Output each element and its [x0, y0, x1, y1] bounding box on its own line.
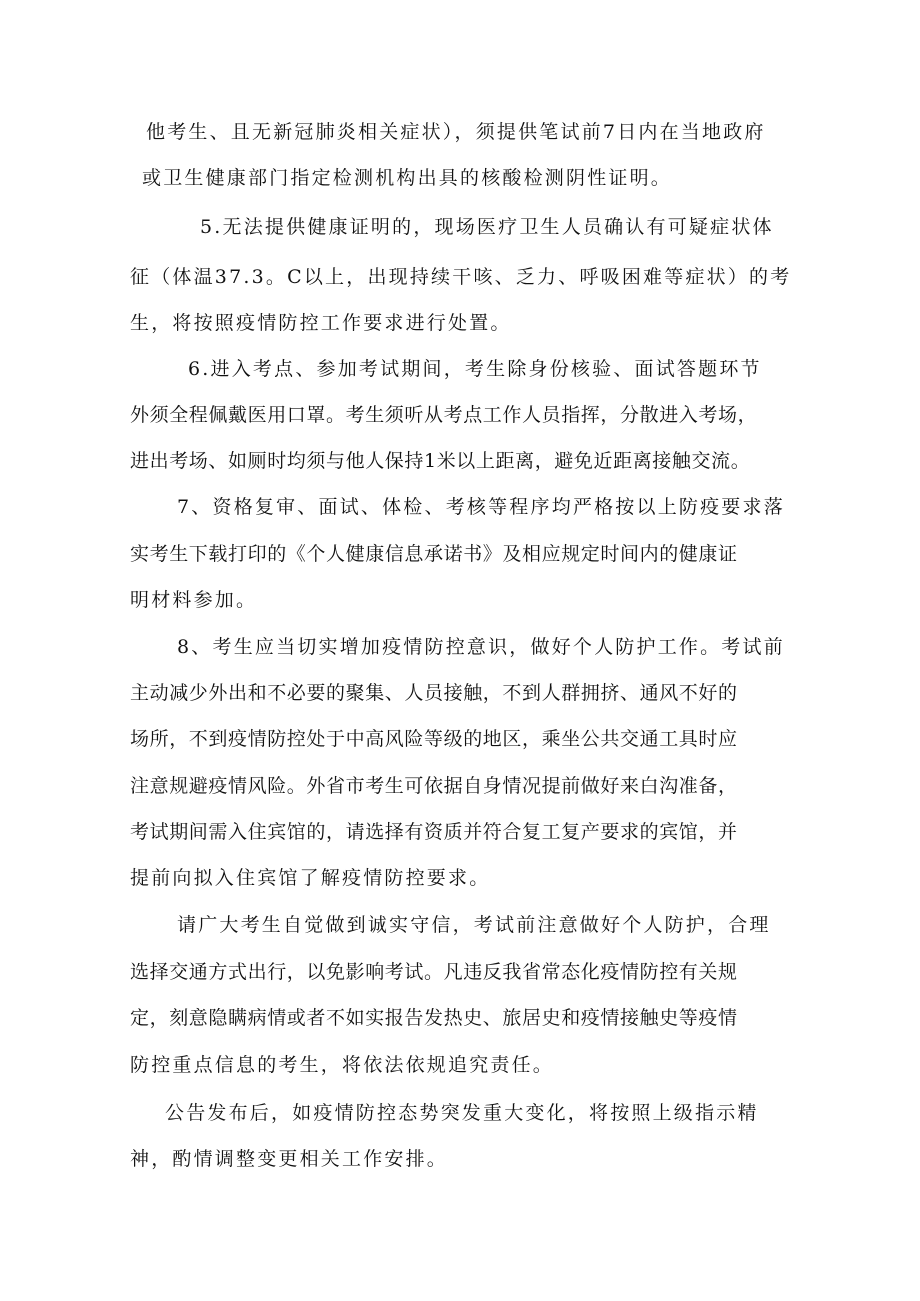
paragraph-line: 主动减少外出和不必要的聚集、人员接触，不到人群拥挤、通风不好的 [130, 682, 738, 704]
paragraph-line: 实考生下载打印的《个人健康信息承诺书》及相应规定时间内的健康证 [130, 543, 738, 565]
paragraph-line: 提前向拟入住宾馆了解疫情防控要求。 [130, 867, 491, 889]
paragraph-line: 征（体温37.3。C以上，出现持续干咳、乏力、呼吸困难等症状）的考 [130, 266, 792, 288]
paragraph-line: 注意规避疫情风险。外省市考生可依据自身情况提前做好来白沟准备， [130, 775, 738, 797]
paragraph-line: 7、资格复审、面试、体检、考核等程序均严格按以上防疫要求落 [177, 496, 785, 518]
paragraph-line: 防控重点信息的考生，将依法依规追究责任。 [130, 1054, 555, 1076]
paragraph-line: 请广大考生自觉做到诚实守信，考试前注意做好个人防护，合理 [177, 914, 771, 936]
paragraph-line: 8、考生应当切实增加疫情防控意识，做好个人防护工作。考试前 [177, 636, 785, 658]
paragraph-line: 进出考场、如厕时均须与他人保持1米以上距离，避免近距离接触交流。 [130, 450, 751, 472]
paragraph-line: 定，刻意隐瞒病情或者不如实报告发热史、旅居史和疫情接触史等疫情 [130, 1007, 738, 1029]
paragraph-line: 外须全程佩戴医用口罩。考生须听从考点工作人员指挥，分散进入考场， [130, 404, 758, 426]
paragraph-line: 考试期间需入住宾馆的，请选择有资质并符合复工复产要求的宾馆，并 [130, 821, 738, 843]
paragraph-line: 选择交通方式出行，以免影响考试。凡违反我省常态化疫情防控有关规 [130, 961, 738, 983]
paragraph-line: 明材料参加。 [130, 589, 258, 611]
paragraph-line: 或卫生健康部门指定检测机构出具的核酸检测阴性证明。 [142, 167, 673, 189]
paragraph-line: 神，酌情调整变更相关工作安排。 [130, 1148, 449, 1170]
paragraph-line: 公告发布后，如疫情防控态势突发重大变化，将按照上级指示精 [165, 1102, 759, 1124]
paragraph-line: 5.无法提供健康证明的，现场医疗卫生人员确认有可疑症状体 [200, 216, 774, 238]
paragraph-line: 他考生、且无新冠肺炎相关症状），须提供笔试前7日内在当地政府 [146, 121, 766, 143]
paragraph-line: 场所，不到疫情防控处于中高风险等级的地区，乘坐公共交通工具时应 [130, 728, 738, 750]
paragraph-line: 6.进入考点、参加考试期间，考生除身份核验、面试答题环节 [188, 358, 762, 380]
paragraph-line: 生，将按照疫情防控工作要求进行处置。 [130, 312, 512, 334]
